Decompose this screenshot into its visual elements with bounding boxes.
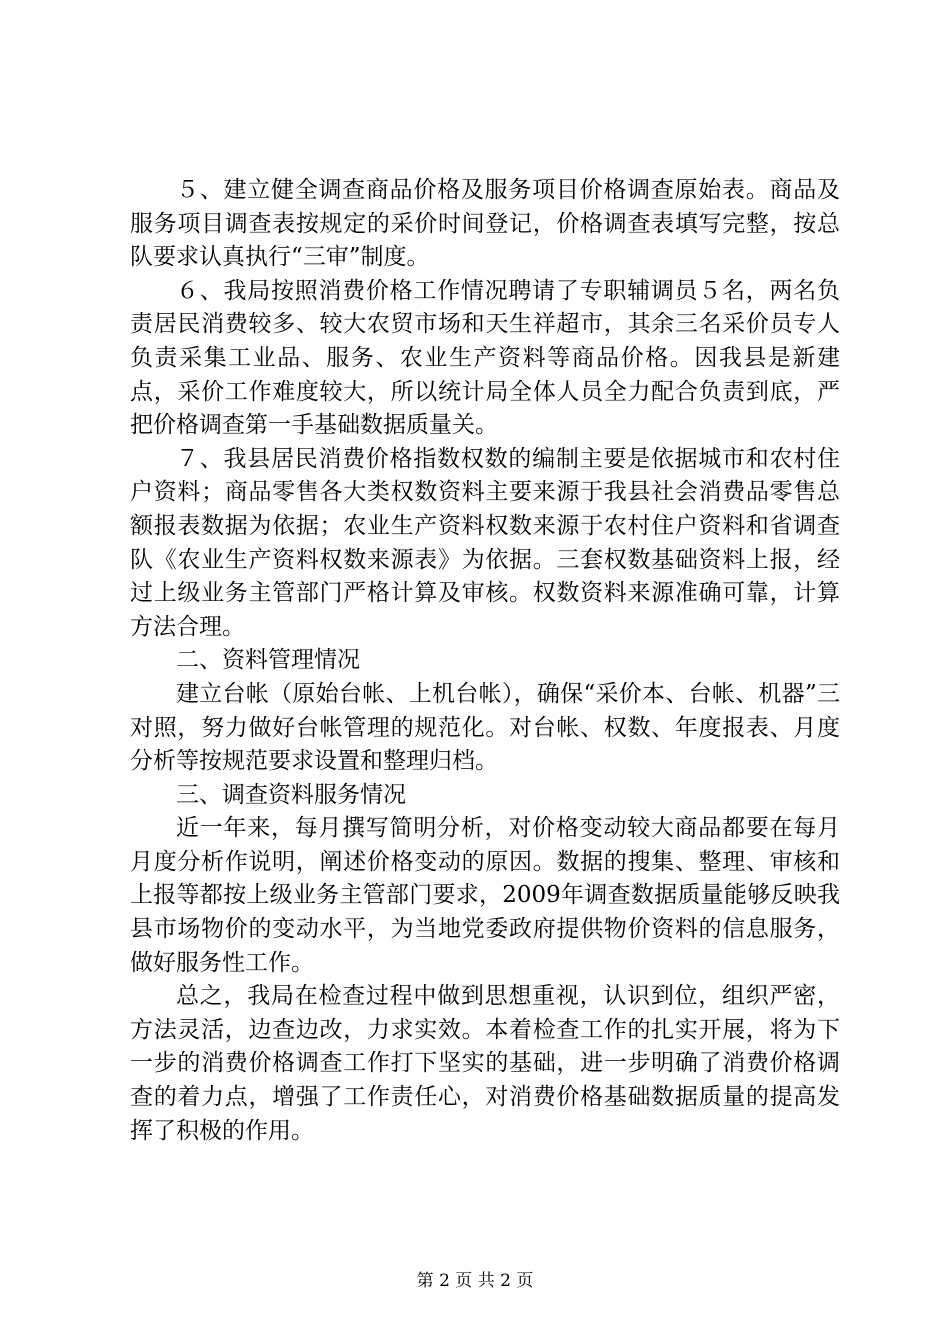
paragraph-item-6: ６、我局按照消费价格工作情况聘请了专职辅调员５名，两名负责居民消费较多、较大农贸市场和天生祥超市，其余三名采价员专人负责采集工业品、服务、农业生产资料等商品价格。因我县是新建点，采价工作难度较大，所以统计局全体人员全力配合负责到底，严把价格调查第一手基础数据质量关。 (130, 277, 840, 439)
page-footer: 第 2 页 共 2 页 (416, 1271, 534, 1291)
document-body (130, 174, 840, 1148)
section-heading-data-management: 二、资料管理情况 (176, 647, 360, 674)
section-heading-survey-service: 三、调查资料服务情况 (176, 781, 406, 808)
paragraph-item-5: ５、建立健全调查商品价格及服务项目价格调查原始表。商品及服务项目调查表按规定的采价时间登记，价格调查表填写完整，按总队要求认真执行“三审”制度。 (130, 177, 840, 271)
paragraph-conclusion: 总之，我局在检查过程中做到思想重视，认识到位，组织严密，方法灵活，边查边改，力求实效。本着检查工作的扎实开展，将为下一步的消费价格调查工作打下坚实的基础，进一步明确了消费价格调查的着力点，增强了工作责任心，对消费价格基础数据质量的提高发挥了积极的作用。 (130, 983, 840, 1144)
paragraph-item-7: ７、我县居民消费价格指数权数的编制主要是依据城市和农村住户资料；商品零售各大类权数资料主要来源于我县社会消费品零售总额报表数据为依据；农业生产资料权数来源于农村住户资料和省调查队《农业生产资料权数来源表》为依据。三套权数基础资料上报，经过上级业务主管部门严格计算及审核。权数资料来源准确可靠，计算方法合理。 (130, 445, 840, 640)
paragraph-survey-service: 近一年来，每月撰写简明分析，对价格变动较大商品都要在每月月度分析作说明，阐述价格变动的原因。数据的搜集、整理、审核和上报等都按上级业务主管部门要求，2009年调查数据质量能够反映我县市场物价的变动水平，为当地党委政府提供物价资料的信息服务，做好服务性工作。 (130, 815, 840, 976)
paragraph-data-management: 建立台帐（原始台帐、上机台帐），确保“采价本、台帐、机器”三对照，努力做好台帐管理的规范化。对台帐、权数、年度报表、月度分析等按规范要求设置和整理归档。 (130, 680, 840, 775)
